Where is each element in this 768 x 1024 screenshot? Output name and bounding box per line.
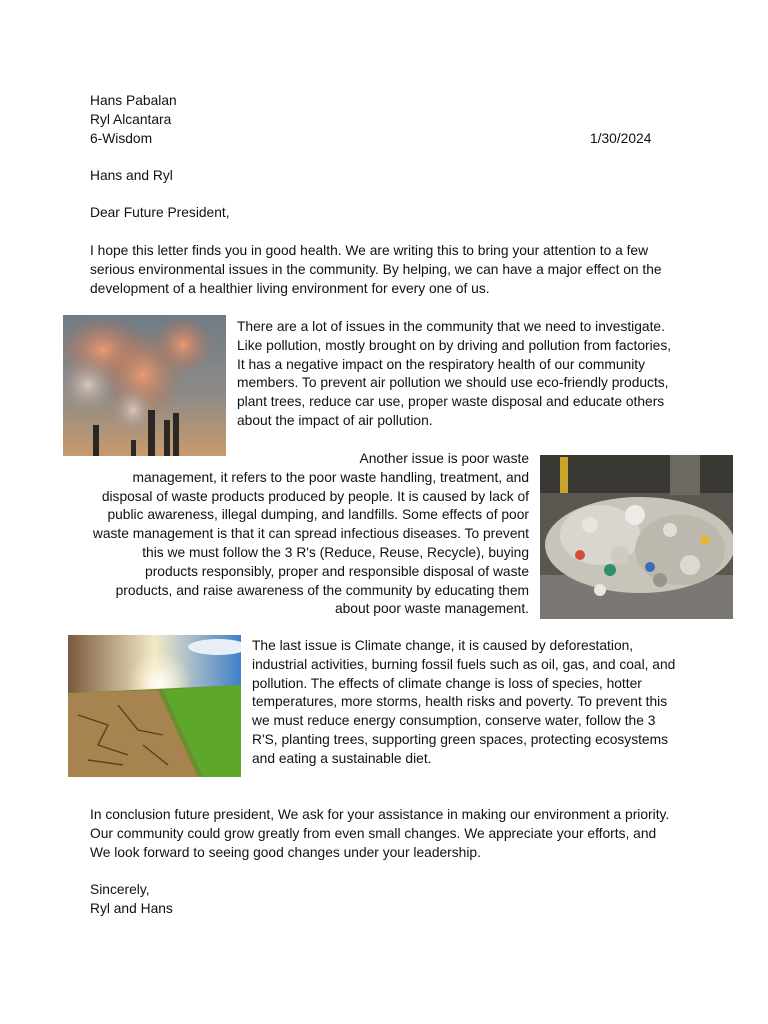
intro-line: development of a healthier living environment for every one of us. xyxy=(90,280,490,296)
author-name-2: Ryl Alcantara xyxy=(90,112,172,127)
conclusion-line: We look forward to seeing good changes under your leadership. xyxy=(90,844,481,860)
air-line: There are a lot of issues in the community that we need to investigate. xyxy=(237,319,665,334)
air-line: plant trees, reduce car use, proper waste disposal and educate others xyxy=(237,394,665,410)
air-line: members. To prevent air pollution we should use eco-friendly products, xyxy=(237,375,669,391)
waste-line: products responsibly, proper and responsible disposal of waste xyxy=(145,563,529,579)
air-pollution-paragraph xyxy=(237,318,671,431)
air-line: It has a negative impact on the respiratory health of our community xyxy=(237,356,645,372)
waste-line: public awareness, illegal dumping, and landfills. Some effects of poor xyxy=(107,507,529,523)
conclusion-line: In conclusion future president, We ask for your assistance in making our environment a priority. xyxy=(90,807,670,822)
waste-pile-image xyxy=(540,455,733,619)
climate-line: and eating a sustainable diet. xyxy=(252,750,432,766)
waste-line: this we must follow the 3 R's (Reduce, Reuse, Recycle), buying xyxy=(142,544,529,560)
intro-line: I hope this letter finds you in good health. We are writing this to bring your attention to a few xyxy=(90,243,649,258)
climate-line: R'S, planting trees, supporting green spaces, protecting ecosystems xyxy=(252,731,668,747)
intro-paragraph xyxy=(90,242,662,298)
climate-line: industrial activities, burning fossil fuels such as oil, gas, and coal, and xyxy=(252,656,676,672)
waste-line: disposal of waste products produced by people. It is caused by lack of xyxy=(101,488,529,504)
signature: Ryl and Hans xyxy=(90,901,173,916)
letter-date: 1/30/2024 xyxy=(590,131,652,146)
conclusion-line: Our community could grow greatly from even small changes. We appreciate your efforts, and xyxy=(90,825,657,841)
air-line: Like pollution, mostly brought on by driving and pollution from factories, xyxy=(237,337,672,353)
author-name-1: Hans Pabalan xyxy=(90,93,177,108)
climate-line: pollution. The effects of climate change is loss of species, hotter xyxy=(252,675,642,691)
section-label: 6-Wisdom xyxy=(90,131,153,146)
air-pollution-image xyxy=(63,315,226,456)
closing: Sincerely, xyxy=(90,882,150,897)
waste-line: Another issue is poor waste xyxy=(359,451,529,466)
waste-line: products, and raise awareness of the community by educating them xyxy=(115,582,529,598)
waste-line: waste management is that it can spread infectious diseases. To prevent xyxy=(92,526,529,542)
air-line: about the impact of air pollution. xyxy=(237,412,433,428)
climate-line: The last issue is Climate change, it is caused by deforestation, xyxy=(252,638,634,653)
salutation: Dear Future President, xyxy=(90,205,230,220)
climate-line: we must reduce energy consumption, conserve water, follow the 3 xyxy=(252,713,656,729)
climate-change-image xyxy=(68,635,241,777)
waste-paragraph xyxy=(80,450,529,619)
waste-line: management, it refers to the poor waste handling, treatment, and xyxy=(132,469,529,485)
waste-line: about poor waste management. xyxy=(334,601,529,617)
conclusion-paragraph xyxy=(90,806,669,862)
climate-line: temperatures, more storms, health risks and poverty. To prevent this xyxy=(252,694,668,710)
from-line: Hans and Ryl xyxy=(90,168,173,183)
climate-change-paragraph xyxy=(252,637,675,769)
intro-line: serious environmental issues in the community. By helping, we can have a major effect on the xyxy=(90,261,662,277)
